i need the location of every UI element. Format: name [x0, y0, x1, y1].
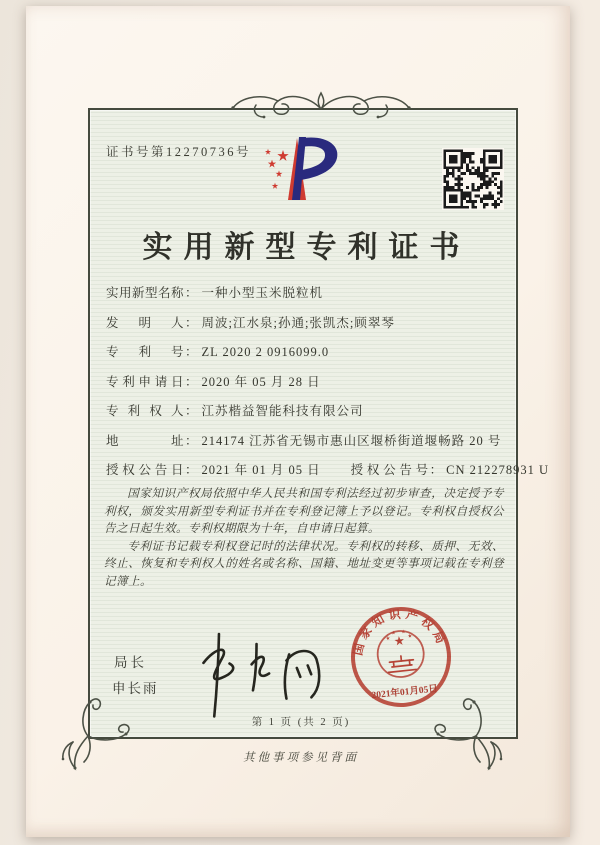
field-address [106, 434, 516, 448]
signature-handwriting-icon [181, 618, 336, 726]
qr-code [442, 148, 504, 210]
field-label: 专利权人 [106, 404, 184, 418]
cnipa-patent-logo-icon [262, 134, 346, 206]
field-value: 周波;江水泉;孙通;张凯杰;顾翠琴 [201, 315, 395, 330]
field-colon: ： [185, 286, 198, 300]
field-grant-date [106, 463, 321, 477]
field-value: 江苏楷益智能科技有限公司 [201, 404, 364, 418]
field-inventors [106, 316, 516, 330]
field-grant-number [351, 463, 549, 477]
certificate-number: 证书号第12270736号 [106, 145, 252, 159]
field-label: 专利申请日 [106, 374, 184, 389]
back-side-note: 其他事项参见背面 [243, 752, 359, 764]
field-utility-model-name [106, 286, 516, 300]
field-filing-date [106, 375, 516, 389]
field-label: 授权公告日 [106, 463, 184, 477]
field-label: 实用新型名称 [106, 286, 185, 300]
field-patent-number [106, 345, 516, 359]
field-value: 2021 年 01 月 05 日 [201, 463, 321, 477]
field-value: 一种小型玉米脱粒机 [201, 286, 324, 300]
certificate-paper [26, 6, 570, 837]
field-colon: ： [185, 315, 198, 330]
field-label: 专利号 [106, 345, 184, 359]
field-value: 2020 年 05 月 28 日 [201, 374, 321, 389]
page-number: 第 1 页 (共 2 页) [251, 717, 351, 728]
field-colon: ： [429, 463, 443, 477]
legal-paragraph-2: 专利证书记载专利权登记时的法律状况。专利权的转移、质押、无效、终止、恢复和专利权人的姓名或名称、国籍、地址变更等事项记载在专利登记簿上。 [104, 539, 504, 588]
commissioner-name: 申长雨 [112, 681, 159, 696]
seal-agency-text: 国家知识产权局 [350, 606, 450, 657]
field-value: ZL 2020 2 0916099.0 [201, 345, 330, 359]
certificate-title: 实用新型专利证书 [142, 231, 471, 264]
legal-text [104, 485, 504, 590]
field-label: 发明人 [106, 315, 184, 330]
field-patentee [106, 404, 516, 418]
svg-text:国家知识产权局 [346, 601, 450, 658]
seal-date-text: 2021年01月05日 [371, 684, 439, 702]
field-colon: ： [185, 404, 198, 418]
field-grant-row [106, 463, 550, 477]
field-value: CN 212278931 U [446, 463, 550, 477]
field-colon: ： [185, 433, 198, 448]
field-colon: ： [185, 374, 198, 389]
field-colon: ： [185, 463, 198, 477]
field-label: 地址 [106, 433, 184, 448]
field-value: 214174 江苏省无锡市惠山区堰桥街道堰畅路 20 号 [201, 433, 502, 448]
field-label: 授权公告号 [350, 463, 429, 477]
commissioner-title: 局长 [114, 655, 147, 670]
legal-paragraph-1: 国家知识产权局依照中华人民共和国专利法经过初步审查，决定授予专利权，颁发实用新型专利证书并在专利登记簿上予以登记。专利权自授权公告之日起生效。专利权期限为十年，自申请日起算。 [104, 487, 504, 535]
official-seal [341, 597, 462, 718]
field-colon: ： [185, 345, 198, 359]
certificate-fields [106, 286, 550, 493]
national-emblem-icon [375, 628, 426, 680]
